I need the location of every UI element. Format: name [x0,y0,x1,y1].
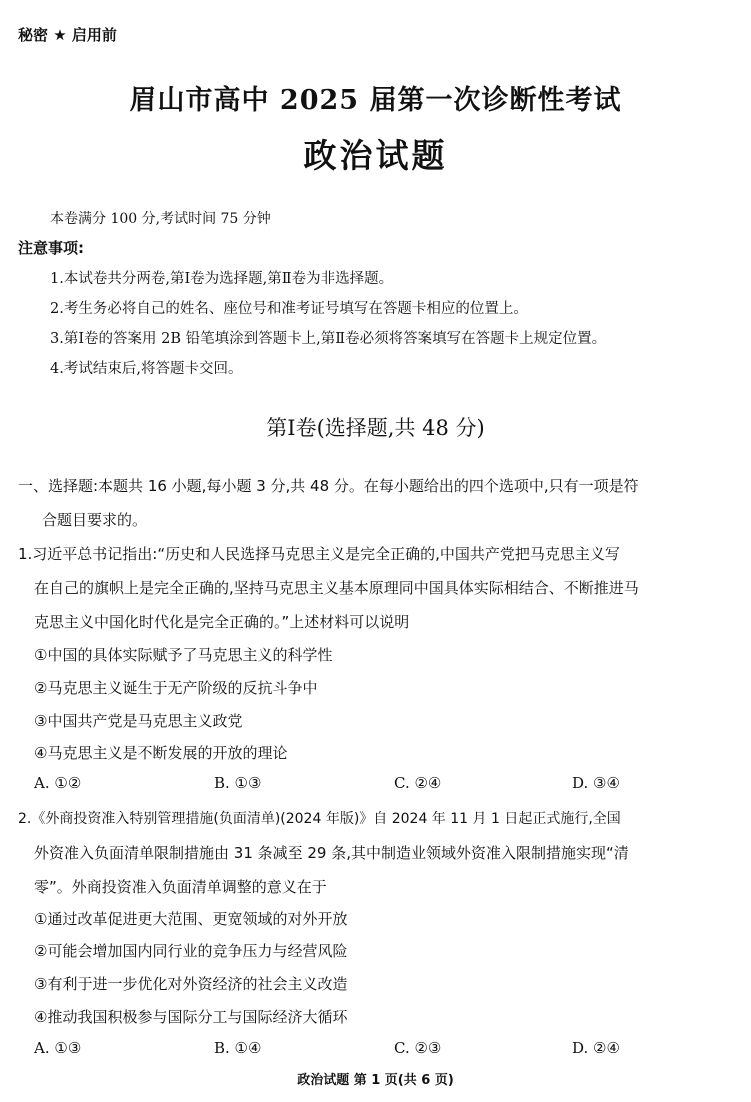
question-1-line-1: 1.习近平总书记指出:“历史和人民选择马克思主义是完全正确的,中国共产党把马克思主义写 [18,545,620,563]
note-item-3: 3.第Ⅰ卷的答案用 2B 铅笔填涂到答题卡上,第Ⅱ卷必须将答案填写在答题卡上规定位置。 [50,331,607,347]
question-2-answer-d: D. ②④ [572,1039,620,1057]
question-1-option-1: ①中国的具体实际赋予了马克思主义的科学性 [34,646,333,664]
exam-title: 眉山市高中 2025 届第一次诊断性考试 [129,85,622,116]
notes-heading: 注意事项: [18,239,84,257]
question-1-answer-c: C. ②④ [394,774,442,792]
question-2-option-2: ②可能会增加国内同行业的竞争压力与经营风险 [34,942,348,960]
exam-subject-title: 政治试题 [303,136,448,175]
question-2-line-3: 零”。外商投资准入负面清单调整的意义在于 [34,878,327,896]
question-1-answer-b: B. ①③ [214,774,262,792]
question-1-answer-d: D. ③④ [572,774,620,792]
question-2-line-2: 外资准入负面清单限制措施由 31 条减至 29 条,其中制造业领域外资准入限制措施实现“清 [34,844,629,862]
section-title: 第Ⅰ卷(选择题,共 48 分) [266,416,485,440]
section-instruction-line-2: 合题目要求的。 [42,511,148,529]
confidential-mark: 秘密 ★ 启用前 [18,26,117,44]
note-item-1: 1.本试卷共分两卷,第Ⅰ卷为选择题,第Ⅱ卷为非选择题。 [50,271,394,287]
question-2-line-1: 2.《外商投资准入特别管理措施(负面清单)(2024 年版)》自 2024 年 11 月 1 日起正式施行,全国 [18,811,621,827]
question-1-option-3: ③中国共产党是马克思主义政党 [34,712,243,730]
question-1-option-2: ②马克思主义诞生于无产阶级的反抗斗争中 [34,679,318,697]
question-1-option-4: ④马克思主义是不断发展的开放的理论 [34,744,288,762]
note-item-2: 2.考生务必将自己的姓名、座位号和准考证号填写在答题卡相应的位置上。 [50,301,528,317]
section-instruction-line-1: 一、选择题:本题共 16 小题,每小题 3 分,共 48 分。在每小题给出的四个选项中,只有一项是符 [18,477,639,495]
question-1-line-3: 克思主义中国化时代化是完全正确的。”上述材料可以说明 [34,613,410,631]
question-2-answer-c: C. ②③ [394,1039,442,1057]
question-1-answer-a: A. ①② [34,774,82,792]
question-2-answer-a: A. ①③ [34,1039,82,1057]
question-2-option-4: ④推动我国积极参与国际分工与国际经济大循环 [34,1008,348,1026]
question-2-option-1: ①通过改革促进更大范围、更宽领域的对外开放 [34,910,348,928]
question-2-answer-b: B. ①④ [214,1039,262,1057]
question-1-line-2: 在自己的旗帜上是完全正确的,坚持马克思主义基本原理同中国具体实际相结合、不断推进马 [34,579,639,597]
page-footer: 政治试题 第 1 页(共 6 页) [297,1073,454,1088]
note-item-4: 4.考试结束后,将答题卡交回。 [50,361,243,377]
score-time-line: 本卷满分 100 分,考试时间 75 分钟 [50,211,271,227]
question-2-option-3: ③有利于进一步优化对外资经济的社会主义改造 [34,975,348,993]
